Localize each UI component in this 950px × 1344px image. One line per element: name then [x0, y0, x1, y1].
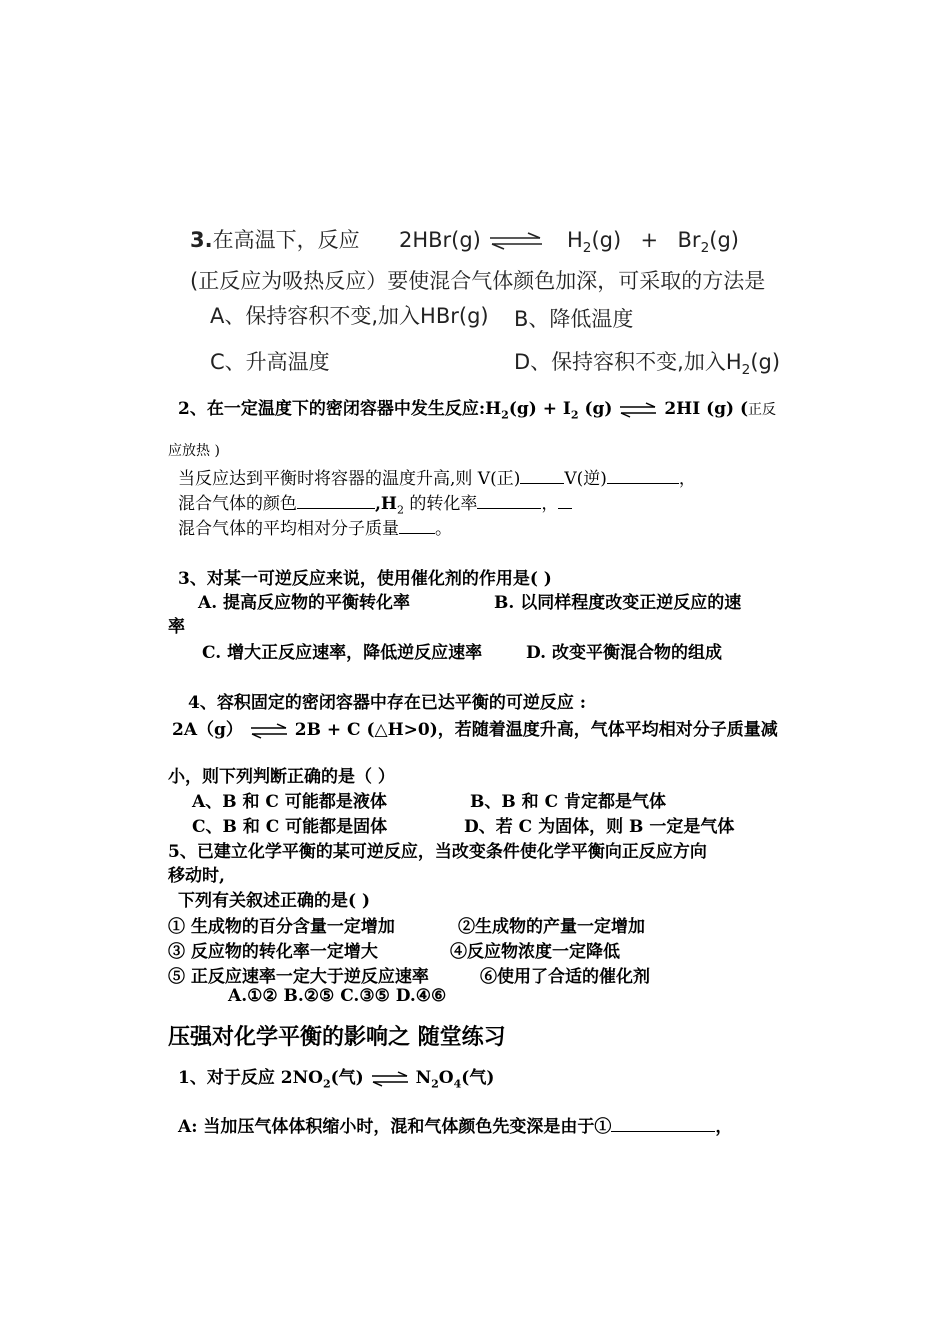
- q4-eq-left: 2A（g）: [172, 720, 243, 740]
- q3a-option-c: C、升高温度: [210, 350, 330, 374]
- q4-option-a: A、B 和 C 可能都是液体: [192, 792, 387, 812]
- q3a-product1-sub: 2: [582, 240, 592, 257]
- q2-tail: 正反: [748, 402, 777, 418]
- q3a-option-a: A、保持容积不变,加入HBr(g): [210, 304, 489, 328]
- q5-stem-1: 5、已建立化学平衡的某可逆反应，当改变条件使化学平衡向正反应方向: [168, 842, 707, 862]
- q5-item-1: ① 生成物的百分含量一定增加: [168, 917, 395, 937]
- q2-line4-mid2: 的转化率: [404, 494, 478, 514]
- q2-product: 2HI (g) (: [664, 399, 749, 419]
- q5-item-5: ⑤ 正反应速率一定大于逆反应速率: [168, 967, 429, 987]
- p1-prod: N: [415, 1068, 432, 1088]
- p1-sub1: 2: [322, 1077, 331, 1091]
- blank-reason[interactable]: [611, 1115, 715, 1132]
- q5-item-2: ②生成物的产量一定增加: [458, 917, 645, 937]
- q4-option-d: D、若 C 为固体，则 B 一定是气体: [464, 817, 735, 837]
- blank-conversion[interactable]: [477, 492, 541, 509]
- p1-mid: (气): [330, 1068, 364, 1088]
- q3a-option-d: [514, 346, 780, 378]
- q3b-option-a: A. 提高反应物的平衡转化率: [198, 593, 411, 613]
- q3a-option-b: B、降低温度: [514, 307, 634, 331]
- q4-equation: [172, 715, 778, 740]
- p1-sub3: 4: [453, 1077, 462, 1091]
- q2-line5: [178, 514, 452, 539]
- q2-stem-pre: 2、在一定温度下的密闭容器中发生反应:H: [178, 399, 502, 419]
- q2-sub1: 2: [501, 408, 509, 422]
- p1-sub2: 2: [431, 1077, 439, 1091]
- q3a-reactant: 2HBr(g): [398, 228, 481, 252]
- q2-line3-mid: V(逆): [564, 469, 607, 489]
- q2-line4: [178, 489, 572, 516]
- q5-item-4: ④反应物浓度一定降低: [450, 942, 620, 962]
- q4-eq-right: 2B + C (△H>0)，若随着温度升高，气体平均相对分子质量减: [294, 720, 778, 740]
- section-title: 压强对化学平衡的影响之 随堂练习: [168, 1025, 506, 1050]
- q3a-option-d-tail: (g): [750, 350, 781, 374]
- q2-mid2: (g): [578, 399, 613, 419]
- q2-line3: [178, 464, 696, 489]
- blank-v-reverse[interactable]: [607, 467, 679, 484]
- q3b-option-c: C. 增大正反应速率，降低逆反应速率: [202, 643, 483, 663]
- q2-line2: 应放热 ): [168, 443, 220, 459]
- p1-prod2: O: [438, 1068, 454, 1088]
- q4-option-b: B、B 和 C 肯定都是气体: [470, 792, 667, 812]
- q4-stem: 4、容积固定的密闭容器中存在已达平衡的可逆反应 :: [188, 693, 587, 713]
- q3a-option-d-text: D、保持容积不变,加入H: [514, 350, 742, 374]
- q2-line4-sub: 2: [396, 503, 405, 517]
- q2-line5-end: 。: [435, 519, 452, 539]
- q2-line5-text: 混合气体的平均相对分子质量: [178, 519, 399, 539]
- q4-line3: 小，则下列判断正确的是（ ）: [168, 767, 395, 787]
- q4-option-c: C、B 和 C 可能都是固体: [192, 817, 388, 837]
- q3a-line2: (正反应为吸热反应）要使混合气体颜色加深，可采取的方法是: [190, 269, 766, 293]
- blank-molar-mass[interactable]: [399, 517, 435, 534]
- q3a-product1-tail: (g): [591, 228, 622, 252]
- q3a-stem: 在高温下，反应: [212, 228, 360, 252]
- equilibrium-arrow-icon: [249, 723, 289, 739]
- q3a-plus: +: [640, 228, 659, 252]
- q3b-option-b: B. 以同样程度改变正逆反应的速: [494, 593, 742, 613]
- q3a-number: 3.: [190, 228, 213, 252]
- q5-answers: A.①② B.②⑤ C.③⑤ D.④⑥: [228, 986, 447, 1006]
- equilibrium-arrow-icon: [488, 232, 544, 250]
- p1-line-a-text: A: 当加压气体体积缩小时，混和气体颜色先变深是由于①: [178, 1117, 612, 1137]
- q2-mid1: (g) + I: [508, 399, 571, 419]
- q5-stem-3: 下列有关叙述正确的是( ): [178, 891, 371, 911]
- q2-sub2: 2: [570, 408, 579, 422]
- q3a-line1: [190, 224, 739, 256]
- q3a-option-d-sub: 2: [741, 362, 751, 379]
- q3b-option-d: D. 改变平衡混合物的组成: [526, 643, 722, 663]
- q3b-stem: 3、对某一可逆反应来说，使用催化剂的作用是( ): [178, 569, 552, 589]
- p1-prod-tail: (气): [461, 1068, 495, 1088]
- q2-line4-pre: 混合气体的颜色: [178, 494, 297, 514]
- q2-line3-text: 当反应达到平衡时将容器的温度升高,则 V(正): [178, 469, 521, 489]
- q2-stem: [178, 394, 776, 421]
- blank-v-forward[interactable]: [520, 467, 564, 484]
- blank-color[interactable]: [297, 492, 375, 509]
- q3a-product1: H: [566, 228, 583, 252]
- q3a-product2-sub: 2: [700, 240, 710, 257]
- q2-line4-mid: ,H: [375, 494, 397, 514]
- q3b-option-b-cont: 率: [168, 617, 185, 637]
- equilibrium-arrow-icon: [618, 402, 658, 418]
- p1-stem: [178, 1063, 494, 1090]
- q5-item-3: ③ 反应物的转化率一定增大: [168, 942, 378, 962]
- p1-line-a: [178, 1112, 732, 1137]
- q5-item-6: ⑥使用了合适的催化剂: [480, 967, 650, 987]
- q3a-product2: Br: [677, 228, 701, 252]
- q5-stem-2: 移动时,: [168, 866, 225, 886]
- p1-line-a-end: ，: [715, 1117, 733, 1137]
- p1-pre: 1、对于反应 2NO: [178, 1068, 323, 1088]
- q2-line4-end: ，: [541, 494, 559, 514]
- blank-trailing: [558, 492, 572, 509]
- q2-line3-end: ，: [678, 469, 696, 489]
- equilibrium-arrow-icon: [370, 1071, 410, 1087]
- q3a-product2-tail: (g): [709, 228, 739, 252]
